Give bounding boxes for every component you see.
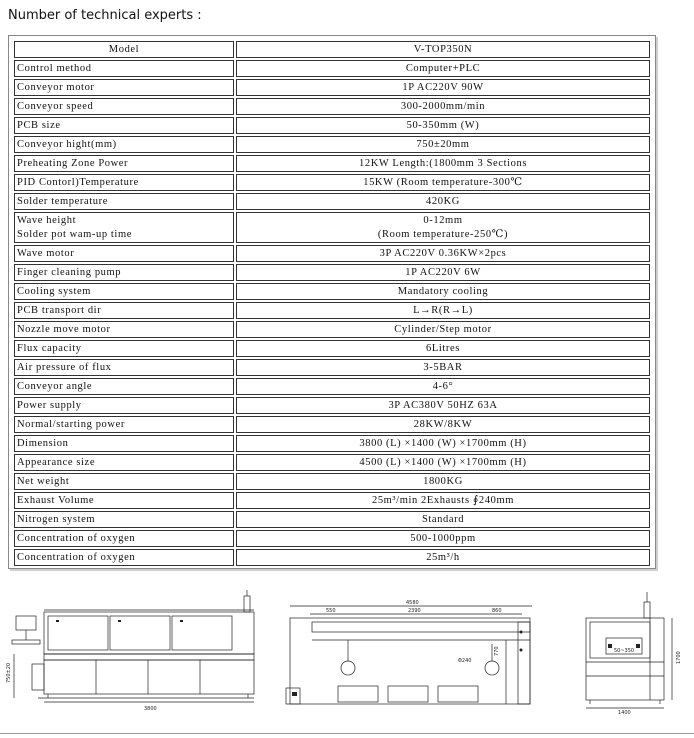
spec-table xyxy=(12,39,652,568)
row-value: Computer+PLC xyxy=(236,60,650,77)
side-height-label: 1700 xyxy=(676,651,682,664)
row-label: Air pressure of flux xyxy=(14,359,234,376)
row-value: 3-5BAR xyxy=(236,359,650,376)
table-row xyxy=(14,473,650,490)
row-label: PCB transport dir xyxy=(14,302,234,319)
table-row xyxy=(14,136,650,153)
row-label-line-1: Wave height xyxy=(17,214,77,226)
row-value: 4-6° xyxy=(236,378,650,395)
table-row xyxy=(14,193,650,210)
row-value: 28KW/8KW xyxy=(236,416,650,433)
table-row xyxy=(14,359,650,376)
row-value: 3800 (L) ×1400 (W) ×1700mm (H) xyxy=(236,435,650,452)
row-value: 500-1000ppm xyxy=(236,530,650,547)
table-row xyxy=(14,416,650,433)
row-label: PID Contorl)Temperature xyxy=(14,174,234,191)
spec-table-frame xyxy=(8,35,656,569)
top-right-label: 860 xyxy=(492,608,502,614)
row-label: Conveyor hight(mm) xyxy=(14,136,234,153)
row-value: 12KW Length:(1800mm 3 Sections xyxy=(236,155,650,172)
row-label: Appearance size xyxy=(14,454,234,471)
row-label: Wave motor xyxy=(14,245,234,262)
row-label: Conveyor speed xyxy=(14,98,234,115)
row-value: Standard xyxy=(236,511,650,528)
table-row xyxy=(14,492,650,509)
row-label: Conveyor motor xyxy=(14,79,234,96)
top-diameter-label: Φ240 xyxy=(458,658,472,664)
table-row xyxy=(14,117,650,134)
front-view-drawing xyxy=(8,588,258,716)
row-value: 3P AC380V 50HZ 63A xyxy=(236,397,650,414)
row-label: Nitrogen system xyxy=(14,511,234,528)
front-length-label: 3800 xyxy=(144,706,157,712)
table-row xyxy=(14,212,650,243)
row-label: Power supply xyxy=(14,397,234,414)
table-row xyxy=(14,79,650,96)
table-row xyxy=(14,549,650,566)
table-row xyxy=(14,530,650,547)
table-row xyxy=(14,340,650,357)
row-label: Concentration of oxygen xyxy=(14,530,234,547)
table-row xyxy=(14,397,650,414)
bottom-divider xyxy=(0,733,694,734)
row-label: PCB size xyxy=(14,117,234,134)
table-row xyxy=(14,155,650,172)
table-row xyxy=(14,321,650,338)
row-value: L→R(R→L) xyxy=(236,302,650,319)
row-label: Normal/starting power xyxy=(14,416,234,433)
header-label: Model xyxy=(14,41,234,58)
side-view-drawing xyxy=(576,588,686,716)
top-vert-label: 770 xyxy=(494,646,500,656)
row-value-line-2: (Room temperature-250℃) xyxy=(377,228,509,240)
row-label: Solder temperature xyxy=(14,193,234,210)
top-total-label: 4580 xyxy=(406,600,419,606)
row-label: Concentration of oxygen xyxy=(14,549,234,566)
row-value: 300-2000mm/min xyxy=(236,98,650,115)
row-value xyxy=(236,212,650,243)
row-label-line-2: Solder pot wam-up time xyxy=(17,228,132,240)
table-row xyxy=(14,245,650,262)
row-value: 3P AC220V 0.36KW×2pcs xyxy=(236,245,650,262)
row-value: 4500 (L) ×1400 (W) ×1700mm (H) xyxy=(236,454,650,471)
table-row xyxy=(14,174,650,191)
row-value: 750±20mm xyxy=(236,136,650,153)
top-mid-label: 2390 xyxy=(408,608,421,614)
table-row xyxy=(14,302,650,319)
table-row xyxy=(14,435,650,452)
row-value: 15KW (Room temperature-300℃ xyxy=(236,174,650,191)
page-heading: Number of technical experts : xyxy=(8,8,202,23)
header-value: V-TOP350N xyxy=(236,41,650,58)
table-row xyxy=(14,98,650,115)
table-row xyxy=(14,283,650,300)
row-value: 1800KG xyxy=(236,473,650,490)
table-row xyxy=(14,454,650,471)
row-label: Flux capacity xyxy=(14,340,234,357)
side-pcb-label: 50~350 xyxy=(614,648,635,654)
row-label: Conveyor angle xyxy=(14,378,234,395)
row-value: 25m³/min 2Exhausts ∮240mm xyxy=(236,492,650,509)
row-value: 1P AC220V 6W xyxy=(236,264,650,281)
row-label: Net weight xyxy=(14,473,234,490)
top-left-label: 550 xyxy=(326,608,336,614)
row-value: 6Litres xyxy=(236,340,650,357)
row-label: Cooling system xyxy=(14,283,234,300)
row-label: Control method xyxy=(14,60,234,77)
row-value: 1P AC220V 90W xyxy=(236,79,650,96)
row-value: 25m³/h xyxy=(236,549,650,566)
table-row xyxy=(14,511,650,528)
table-row xyxy=(14,378,650,395)
table-row xyxy=(14,60,650,77)
row-label: Dimension xyxy=(14,435,234,452)
row-value-line-1: 0-12mm xyxy=(423,214,463,226)
table-row xyxy=(14,264,650,281)
row-label: Preheating Zone Power xyxy=(14,155,234,172)
row-label xyxy=(14,212,234,243)
row-label: Exhaust Volume xyxy=(14,492,234,509)
row-value: Cylinder/Step motor xyxy=(236,321,650,338)
row-value: 420KG xyxy=(236,193,650,210)
row-value: 50-350mm (W) xyxy=(236,117,650,134)
top-view-drawing xyxy=(282,600,552,716)
side-width-label: 1400 xyxy=(618,710,631,716)
row-label: Finger cleaning pump xyxy=(14,264,234,281)
row-value: Mandatory cooling xyxy=(236,283,650,300)
front-height-label: 750±20 xyxy=(6,662,12,683)
table-header-row xyxy=(14,41,650,58)
row-label: Nozzle move motor xyxy=(14,321,234,338)
